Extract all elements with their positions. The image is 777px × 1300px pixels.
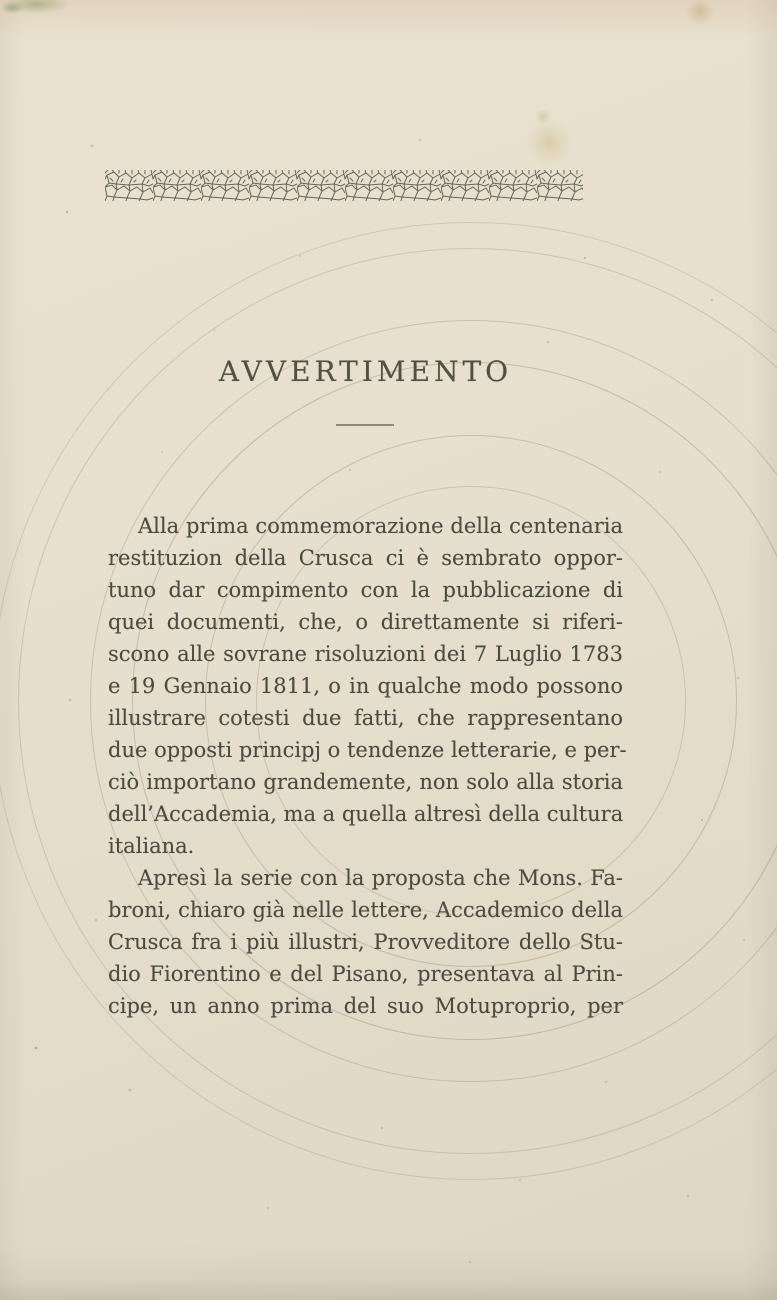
title-divider-rule bbox=[336, 424, 394, 426]
body-line: e 19 Gennaio 1811, o in qualche modo possono bbox=[108, 674, 623, 698]
body-line: Crusca fra i più illustri, Provveditore dello Stu- bbox=[108, 930, 623, 954]
page-title: AVVERTIMENTO bbox=[218, 355, 513, 388]
body-line: Alla prima commemorazione della centenaria bbox=[138, 514, 623, 538]
body-line: broni, chiaro già nelle lettere, Accademico della bbox=[108, 898, 623, 922]
body-line: Apresì la serie con la proposta che Mons. Fa- bbox=[138, 866, 623, 890]
body-text bbox=[108, 510, 627, 1022]
body-line: restituzion della Crusca ci è sembrato oppor- bbox=[108, 546, 623, 570]
body-line: illustrare cotesti due fatti, che rappresentano bbox=[108, 706, 623, 730]
body-line: dell’Accademia, ma a quella altresì della cultura bbox=[108, 802, 624, 826]
body-line: ciò importano grandemente, non solo alla storia bbox=[108, 770, 623, 794]
body-line: tuno dar compimento con la pubblicazione di bbox=[108, 578, 623, 602]
body-line: dio Fiorentino e del Pisano, presentava al Prin- bbox=[108, 962, 623, 986]
body-line: cipe, un anno prima del suo Motuproprio, per bbox=[108, 994, 623, 1018]
body-line: scono alle sovrane risoluzioni dei 7 Luglio 1783 bbox=[108, 642, 623, 666]
title-block bbox=[108, 352, 623, 392]
crackle-ornament-band bbox=[105, 170, 583, 201]
body-line: quei documenti, che, o direttamente si riferi- bbox=[108, 610, 623, 634]
body-line: italiana. bbox=[108, 834, 195, 858]
body-line: due opposti principj o tendenze letterarie, e per- bbox=[108, 738, 627, 762]
